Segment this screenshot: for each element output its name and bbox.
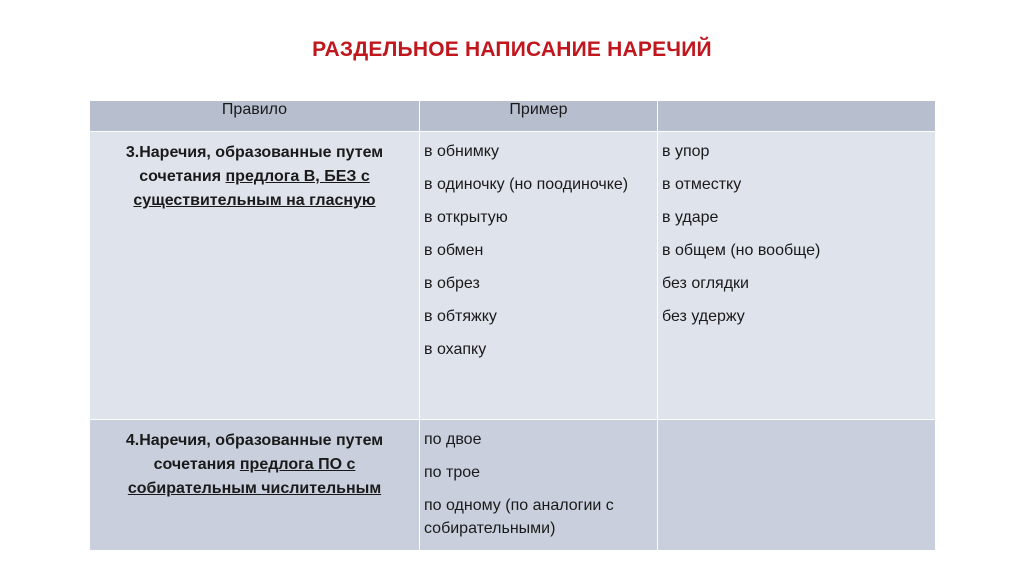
table-row <box>90 420 936 551</box>
examples-list <box>420 132 657 361</box>
examples-cell <box>658 132 936 420</box>
rule-text-underlined: предлога В, БЕЗ с существительным на гласную <box>133 168 376 209</box>
examples-cell <box>420 132 658 420</box>
list-item: в обмен <box>424 242 484 259</box>
header-rule: Правило <box>90 101 420 132</box>
header-example: Пример <box>420 101 658 132</box>
list-item: в обнимку <box>424 143 499 160</box>
table-row <box>90 132 936 420</box>
rule-text <box>90 420 419 501</box>
list-item: в ударе <box>662 209 719 226</box>
rule-cell <box>90 132 420 420</box>
list-item: по трое <box>424 464 481 481</box>
rule-cell <box>90 420 420 551</box>
rule-text-underlined: предлога ПО с собирательным числительным <box>127 456 382 497</box>
slide-title: РАЗДЕЛЬНОЕ НАПИСАНИЕ НАРЕЧИЙ <box>312 38 712 61</box>
examples-cell <box>420 420 658 551</box>
list-item: в отместку <box>662 176 742 193</box>
rule-text-plain: 4.Наречия, образованные путем сочетания <box>125 432 384 473</box>
list-item: в общем (но вообще) <box>662 242 821 259</box>
list-item: по одному (по аналогии с собирательными) <box>424 497 614 537</box>
list-item: в охапку <box>424 341 487 358</box>
examples-cell-empty <box>658 420 936 551</box>
rule-text <box>90 132 419 213</box>
examples-list <box>658 132 935 328</box>
list-item: в одиночку (но поодиночке) <box>424 176 629 193</box>
list-item: в обтяжку <box>424 308 497 325</box>
rule-text-plain: 3.Наречия, образованные путем сочетания <box>125 144 384 185</box>
list-item: без оглядки <box>662 275 749 292</box>
list-item: по двое <box>424 431 482 448</box>
list-item: в упор <box>662 143 710 160</box>
list-item: без удержу <box>662 308 745 325</box>
header-row <box>90 101 936 132</box>
header-empty <box>658 101 936 132</box>
list-item: в обрез <box>424 275 480 292</box>
list-item: в открытую <box>424 209 508 226</box>
rules-table <box>89 100 936 551</box>
examples-list <box>420 420 657 540</box>
